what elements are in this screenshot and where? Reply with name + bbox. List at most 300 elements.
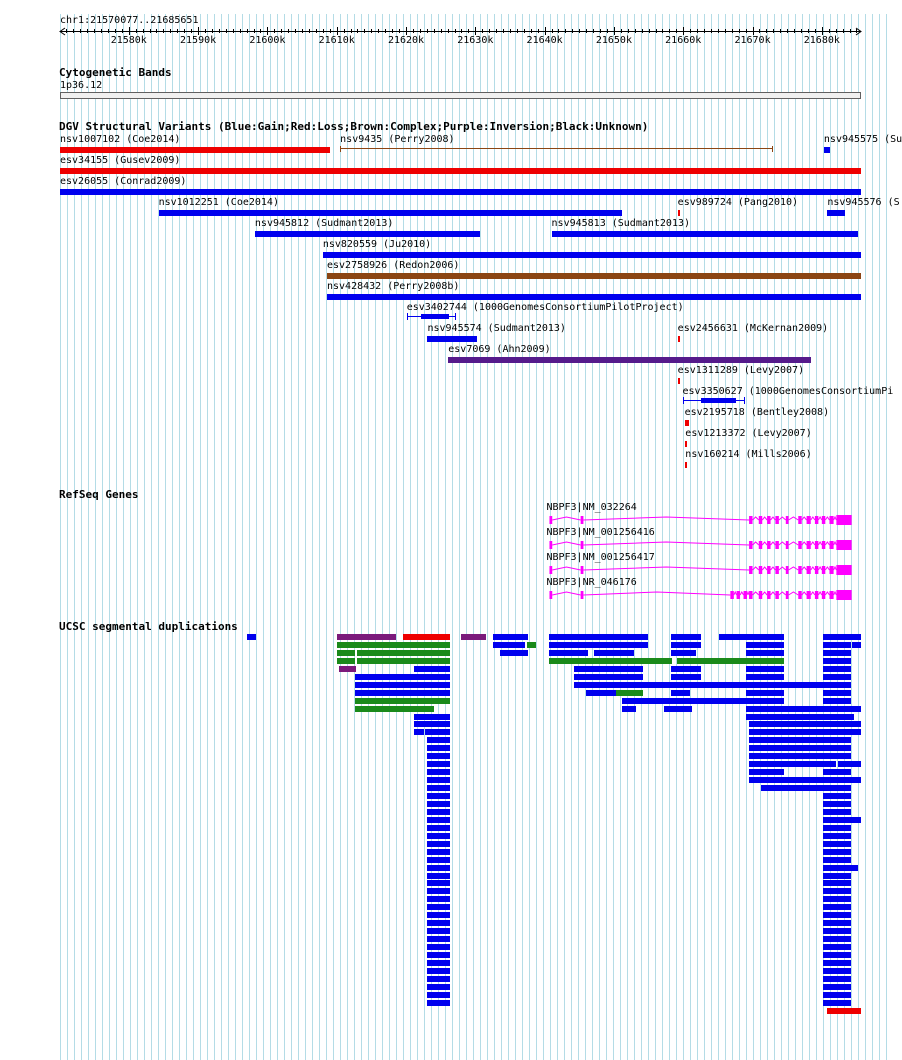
gene-exon xyxy=(836,515,851,525)
segdup-feature[interactable] xyxy=(427,825,449,831)
ruler-tick-label: 21650k xyxy=(595,35,632,46)
dgv-variant-label[interactable]: nsv428432 (Perry2008b) xyxy=(326,281,460,292)
segdup-feature[interactable] xyxy=(427,769,449,775)
segdup-feature[interactable] xyxy=(749,777,861,783)
segdup-feature[interactable] xyxy=(823,912,851,918)
gene-exon xyxy=(822,541,825,549)
segdup-feature[interactable] xyxy=(549,634,647,640)
gene-intron xyxy=(552,567,580,570)
gene-exon xyxy=(767,541,770,549)
segdup-feature[interactable] xyxy=(823,960,851,966)
segdup-feature[interactable] xyxy=(823,1000,851,1006)
segdup-feature[interactable] xyxy=(493,642,526,648)
segdup-feature[interactable] xyxy=(355,706,434,712)
segdup-feature[interactable] xyxy=(749,721,861,727)
dgv-variant-label[interactable]: esv34155 (Gusev2009) xyxy=(60,155,181,166)
dgv-variant-bar[interactable] xyxy=(685,462,687,468)
gene-exon xyxy=(815,516,818,524)
gene-intron xyxy=(753,592,759,595)
segdup-feature[interactable] xyxy=(427,865,449,871)
dgv-variant-label[interactable]: nsv945576 (S xyxy=(827,197,900,208)
segdup-feature[interactable] xyxy=(671,650,697,656)
segdup-feature[interactable] xyxy=(823,817,861,823)
gene-exon xyxy=(549,516,552,524)
gene-exon xyxy=(786,516,789,524)
locus-label: chr1:21570077..21685651 xyxy=(60,15,199,26)
segdup-feature[interactable] xyxy=(414,666,449,672)
segdup-feature[interactable] xyxy=(427,992,449,998)
segdup-feature[interactable] xyxy=(427,960,449,966)
segdup-feature[interactable] xyxy=(852,642,861,648)
segdup-feature[interactable] xyxy=(823,793,851,799)
dgv-variant-bar[interactable] xyxy=(323,252,861,258)
gene-intron xyxy=(753,567,759,570)
segdup-feature[interactable] xyxy=(414,714,449,720)
gene-intron xyxy=(771,567,776,570)
segdup-feature[interactable] xyxy=(427,809,449,815)
segdup-feature[interactable] xyxy=(823,968,851,974)
segdup-feature[interactable] xyxy=(427,833,449,839)
segdup-feature[interactable] xyxy=(427,745,449,751)
segdup-feature[interactable] xyxy=(823,928,851,934)
segdup-feature[interactable] xyxy=(427,880,449,886)
dgv-variant-label[interactable]: nsv1007102 (Coe2014) xyxy=(60,134,181,145)
gene-intron xyxy=(802,542,807,545)
segdup-feature[interactable] xyxy=(746,674,784,680)
segdup-feature[interactable] xyxy=(664,706,692,712)
segdup-feature[interactable] xyxy=(749,729,861,735)
segdup-feature[interactable] xyxy=(337,642,450,648)
dgv-variant-bracket xyxy=(455,313,456,320)
segdup-feature[interactable] xyxy=(823,976,851,982)
segdup-feature[interactable] xyxy=(719,634,783,640)
dgv-variant-bar[interactable] xyxy=(60,147,330,153)
segdup-feature[interactable] xyxy=(746,666,784,672)
gene-intron xyxy=(834,567,837,570)
gene-intron xyxy=(762,567,767,570)
gene-exon xyxy=(836,540,851,550)
segdup-feature[interactable] xyxy=(427,896,449,902)
gene-label[interactable]: NBPF3|NR_046176 xyxy=(546,577,637,588)
segdup-feature[interactable] xyxy=(427,817,449,823)
gene-label[interactable]: NBPF3|NM_032264 xyxy=(546,502,637,513)
segdup-feature[interactable] xyxy=(622,706,637,712)
gene-exon xyxy=(807,541,811,549)
segdup-feature[interactable] xyxy=(247,634,256,640)
segdup-feature[interactable] xyxy=(671,690,690,696)
segdup-feature[interactable] xyxy=(427,753,449,759)
gene-intron xyxy=(825,567,829,570)
segdup-feature[interactable] xyxy=(823,880,851,886)
gene-intron xyxy=(834,592,837,595)
gene-exon xyxy=(775,591,778,599)
gene-exon xyxy=(822,591,825,599)
gene-intron xyxy=(811,592,815,595)
dgv-variant-bar[interactable] xyxy=(60,168,861,174)
dgv-variant-label[interactable]: esv989724 (Pang2010) xyxy=(677,197,799,208)
segdup-feature[interactable] xyxy=(823,698,851,704)
ruler-tick-label: 21630k xyxy=(457,35,494,46)
dgv-variant-bracket xyxy=(683,397,684,404)
segdup-feature[interactable] xyxy=(749,753,851,759)
gene-exon xyxy=(836,565,851,575)
gene-intron xyxy=(583,567,749,570)
segdup-feature[interactable] xyxy=(823,936,851,942)
gene-model[interactable] xyxy=(0,588,890,602)
segdup-feature[interactable] xyxy=(749,761,836,767)
ruler-tick-label: 21580k xyxy=(110,35,147,46)
segdup-feature[interactable] xyxy=(823,849,851,855)
gene-intron xyxy=(825,542,829,545)
segdup-feature[interactable] xyxy=(427,944,449,950)
segdup-feature[interactable] xyxy=(355,698,450,704)
gene-intron xyxy=(789,517,799,520)
gene-model[interactable] xyxy=(0,538,890,552)
segdup-feature[interactable] xyxy=(425,729,449,735)
segdup-feature[interactable] xyxy=(823,904,851,910)
segdup-feature[interactable] xyxy=(823,888,851,894)
segdup-feature[interactable] xyxy=(427,904,449,910)
segdup-feature[interactable] xyxy=(823,801,851,807)
segdup-feature[interactable] xyxy=(671,674,701,680)
segdup-feature[interactable] xyxy=(357,650,449,656)
gene-exon xyxy=(807,566,811,574)
gene-exon xyxy=(737,591,740,599)
gene-intron xyxy=(552,592,580,595)
gene-exon xyxy=(829,566,833,574)
segdup-feature[interactable] xyxy=(427,873,449,879)
gene-exon xyxy=(749,591,752,599)
gene-exon xyxy=(775,516,778,524)
gene-exon xyxy=(549,566,552,574)
segdup-feature[interactable] xyxy=(427,793,449,799)
dgv-variant-label[interactable]: nsv820559 (Ju2010) xyxy=(322,239,432,250)
gene-exon xyxy=(786,566,789,574)
gene-exon xyxy=(749,516,752,524)
ruler-tick-label: 21660k xyxy=(665,35,702,46)
dgv-variant-label[interactable]: esv1213372 (Levy2007) xyxy=(685,428,812,439)
segdup-feature[interactable] xyxy=(823,682,851,688)
segdup-feature[interactable] xyxy=(671,666,701,672)
segdup-feature[interactable] xyxy=(823,650,851,656)
segdup-feature[interactable] xyxy=(427,785,449,791)
segdup-feature[interactable] xyxy=(823,984,851,990)
dgv-variant-label[interactable]: esv2456631 (McKernan2009) xyxy=(677,323,829,334)
segdup-feature[interactable] xyxy=(746,690,784,696)
gene-intron xyxy=(771,592,776,595)
segdup-feature[interactable] xyxy=(823,769,851,775)
gene-exon xyxy=(759,566,762,574)
segdup-feature[interactable] xyxy=(677,658,784,664)
gene-exon xyxy=(549,591,552,599)
dgv-track-title[interactable]: DGV Structural Variants (Blue:Gain;Red:Loss;Brown:Complex;Purple:Inversion;Black:Unknown) xyxy=(59,120,649,133)
dgv-variant-bar[interactable] xyxy=(678,336,680,342)
segdup-feature[interactable] xyxy=(337,650,355,656)
segdup-feature[interactable] xyxy=(403,634,450,640)
gene-exon xyxy=(786,541,789,549)
dgv-variant-label[interactable]: nsv945575 (Su xyxy=(823,134,902,145)
gene-intron xyxy=(811,517,815,520)
segdup-feature[interactable] xyxy=(823,825,851,831)
gene-model[interactable] xyxy=(0,563,890,577)
ruler-tick-label: 21640k xyxy=(526,35,563,46)
segdup-feature[interactable] xyxy=(746,642,784,648)
segdup-feature[interactable] xyxy=(749,769,784,775)
segdup-feature[interactable] xyxy=(427,737,449,743)
ruler-tick-label: 21590k xyxy=(180,35,217,46)
gene-intron xyxy=(762,542,767,545)
gene-intron xyxy=(552,542,580,545)
gene-exon xyxy=(775,566,778,574)
segdup-feature[interactable] xyxy=(823,952,851,958)
segdup-feature[interactable] xyxy=(355,682,450,688)
gene-intron xyxy=(834,517,837,520)
segdup-feature[interactable] xyxy=(823,920,851,926)
gene-model[interactable] xyxy=(0,513,890,527)
segdup-feature[interactable] xyxy=(823,896,851,902)
segdup-feature[interactable] xyxy=(427,777,449,783)
gene-exon xyxy=(749,566,752,574)
gene-label[interactable]: NBPF3|NM_001256416 xyxy=(546,527,655,538)
gene-exon xyxy=(775,541,778,549)
segdup-feature[interactable] xyxy=(493,634,528,640)
ruler-tick-label: 21620k xyxy=(387,35,425,46)
segdup-feature[interactable] xyxy=(427,888,449,894)
dgv-variant-core xyxy=(701,398,735,403)
segdup-feature[interactable] xyxy=(337,658,355,664)
gene-exon xyxy=(815,591,818,599)
gene-exon xyxy=(798,541,801,549)
gene-intron xyxy=(802,592,807,595)
dgv-variant-bar[interactable] xyxy=(685,420,689,426)
segdup-feature[interactable] xyxy=(574,682,823,688)
segdup-feature[interactable] xyxy=(427,968,449,974)
segdup-feature[interactable] xyxy=(823,642,851,648)
dgv-variant-bar[interactable] xyxy=(678,210,680,216)
segdup-feature[interactable] xyxy=(500,650,528,656)
segdup-feature[interactable] xyxy=(594,650,634,656)
gene-intron xyxy=(740,592,743,595)
dgv-variant-label[interactable]: esv3402744 (1000GenomesConsortiumPilotProject) xyxy=(406,302,684,313)
dgv-variant-label[interactable]: esv2195718 (Bentley2008) xyxy=(684,407,830,418)
dgv-variant-label[interactable]: nsv160214 (Mills2006) xyxy=(685,449,812,460)
gene-intron xyxy=(789,592,799,595)
gene-exon xyxy=(829,591,833,599)
segdup-feature[interactable] xyxy=(827,1008,861,1014)
dgv-variant-bar[interactable] xyxy=(327,273,861,279)
segdup-feature[interactable] xyxy=(355,674,450,680)
segdup-feature[interactable] xyxy=(357,658,449,664)
gene-exon xyxy=(581,566,584,574)
segdup-feature[interactable] xyxy=(823,944,851,950)
segdup-feature[interactable] xyxy=(761,785,851,791)
refseq-track-title[interactable]: RefSeq Genes xyxy=(59,488,139,501)
gene-exon xyxy=(807,516,811,524)
dgv-variant-bracket xyxy=(407,313,408,320)
gene-exon xyxy=(744,591,747,599)
gene-exon xyxy=(759,591,762,599)
segdup-feature[interactable] xyxy=(527,642,536,648)
gene-intron xyxy=(811,542,815,545)
segdup-feature[interactable] xyxy=(574,674,643,680)
segdup-feature[interactable] xyxy=(549,642,647,648)
ruler-tick-label: 21670k xyxy=(734,35,771,46)
gene-intron xyxy=(779,542,786,545)
segdup-feature[interactable] xyxy=(671,634,701,640)
gene-intron xyxy=(802,517,807,520)
gene-intron xyxy=(811,567,815,570)
segdup-feature[interactable] xyxy=(461,634,487,640)
segdup-feature[interactable] xyxy=(337,634,396,640)
segdup-feature[interactable] xyxy=(823,865,858,871)
segdup-feature[interactable] xyxy=(427,801,449,807)
dgv-variant-bar[interactable] xyxy=(60,189,861,195)
gene-exon xyxy=(836,590,851,600)
segdup-feature[interactable] xyxy=(823,857,851,863)
dgv-variant-label[interactable]: nsv945812 (Sudmant2013) xyxy=(254,218,394,229)
segdup-track-title[interactable]: UCSC segmental duplications xyxy=(59,620,238,633)
segdup-feature[interactable] xyxy=(549,650,588,656)
gene-exon xyxy=(767,566,770,574)
segdup-feature[interactable] xyxy=(427,984,449,990)
segdup-feature[interactable] xyxy=(427,849,449,855)
segdup-feature[interactable] xyxy=(823,809,851,815)
ruler-tick-label: 21600k xyxy=(249,35,286,46)
gene-exon xyxy=(767,591,770,599)
segdup-feature[interactable] xyxy=(823,841,851,847)
segdup-feature[interactable] xyxy=(427,936,449,942)
dgv-variant-bar[interactable] xyxy=(255,231,480,237)
segdup-feature[interactable] xyxy=(427,857,449,863)
gene-intron xyxy=(818,517,821,520)
gene-exon xyxy=(815,541,818,549)
gene-exon xyxy=(815,566,818,574)
gene-intron xyxy=(802,567,807,570)
segdup-feature[interactable] xyxy=(427,952,449,958)
gene-intron xyxy=(753,542,759,545)
segdup-feature[interactable] xyxy=(749,745,851,751)
dgv-variant-label[interactable]: esv1311289 (Levy2007) xyxy=(677,365,805,376)
gene-exon xyxy=(767,516,770,524)
segdup-feature[interactable] xyxy=(427,761,449,767)
segdup-feature[interactable] xyxy=(427,928,449,934)
gene-intron xyxy=(583,542,749,545)
segdup-feature[interactable] xyxy=(823,666,851,672)
gene-intron xyxy=(818,592,821,595)
gene-intron xyxy=(762,592,767,595)
segdup-feature[interactable] xyxy=(616,690,643,696)
segdup-feature[interactable] xyxy=(823,833,851,839)
gene-intron xyxy=(734,592,737,595)
segdup-feature[interactable] xyxy=(427,976,449,982)
dgv-variant-bar[interactable] xyxy=(678,378,680,384)
dgv-variant-bar[interactable] xyxy=(159,210,623,216)
segdup-feature[interactable] xyxy=(355,690,450,696)
dgv-variant-label[interactable]: nsv945574 (Sudmant2013) xyxy=(427,323,566,334)
segdup-feature[interactable] xyxy=(549,658,672,664)
dgv-variant-bar[interactable] xyxy=(327,294,861,300)
gene-exon xyxy=(798,591,801,599)
segdup-feature[interactable] xyxy=(838,761,861,767)
segdup-feature[interactable] xyxy=(622,698,784,704)
dgv-variant-bar[interactable] xyxy=(340,148,773,149)
gene-intron xyxy=(779,567,786,570)
segdup-feature[interactable] xyxy=(427,841,449,847)
segdup-feature[interactable] xyxy=(414,721,449,727)
segdup-feature[interactable] xyxy=(823,690,851,696)
segdup-feature[interactable] xyxy=(746,714,855,720)
gene-intron xyxy=(583,517,749,520)
gene-exon xyxy=(749,541,752,549)
segdup-feature[interactable] xyxy=(746,650,784,656)
dgv-variant-label[interactable]: esv2758926 (Redon2006) xyxy=(326,260,460,271)
segdup-feature[interactable] xyxy=(339,666,356,672)
segdup-feature[interactable] xyxy=(574,666,643,672)
gene-exon xyxy=(581,591,584,599)
dgv-variant-bar[interactable] xyxy=(824,147,830,153)
dgv-variant-label[interactable]: esv3350627 (1000GenomesConsortiumPi xyxy=(682,386,894,397)
dgv-variant-bracket xyxy=(340,146,341,152)
gene-intron xyxy=(762,517,767,520)
dgv-variant-label[interactable]: nsv1012251 (Coe2014) xyxy=(158,197,279,208)
segdup-feature[interactable] xyxy=(823,992,851,998)
gene-intron xyxy=(753,517,759,520)
segdup-feature[interactable] xyxy=(823,658,851,664)
segdup-feature[interactable] xyxy=(586,690,616,696)
gene-intron xyxy=(825,517,829,520)
gene-exon xyxy=(798,566,801,574)
cytoband-track-title[interactable]: Cytogenetic Bands xyxy=(59,66,172,79)
gene-label[interactable]: NBPF3|NM_001256417 xyxy=(546,552,655,563)
gene-exon xyxy=(829,516,833,524)
gene-intron xyxy=(789,567,799,570)
dgv-variant-label[interactable]: nsv945813 (Sudmant2013) xyxy=(551,218,691,229)
dgv-variant-label[interactable]: esv7069 (Ahn2009) xyxy=(448,344,551,355)
segdup-feature[interactable] xyxy=(746,706,861,712)
dgv-variant-bar[interactable] xyxy=(827,210,844,216)
segdup-feature[interactable] xyxy=(823,873,851,879)
segdup-feature[interactable] xyxy=(427,1000,449,1006)
ruler-tick-label: 21680k xyxy=(803,35,840,46)
gene-intron xyxy=(834,542,837,545)
segdup-feature[interactable] xyxy=(427,920,449,926)
segdup-feature[interactable] xyxy=(823,634,861,640)
ruler-tick-label: 21610k xyxy=(318,35,355,46)
gene-intron xyxy=(747,592,749,595)
segdup-feature[interactable] xyxy=(671,642,701,648)
gene-exon xyxy=(807,591,811,599)
dgv-variant-bar[interactable] xyxy=(427,336,477,342)
gene-exon xyxy=(759,541,762,549)
dgv-variant-label[interactable]: nsv9435 (Perry2008) xyxy=(340,134,455,145)
segdup-feature[interactable] xyxy=(749,737,851,743)
gene-intron xyxy=(771,542,776,545)
dgv-variant-bar[interactable] xyxy=(448,357,811,363)
dgv-variant-bar[interactable] xyxy=(685,441,687,447)
cytoband-bar[interactable] xyxy=(60,92,861,99)
dgv-variant-bracket xyxy=(772,146,773,152)
segdup-feature[interactable] xyxy=(427,912,449,918)
gene-intron xyxy=(818,542,821,545)
gene-exon xyxy=(759,516,762,524)
segdup-feature[interactable] xyxy=(823,674,851,680)
gene-exon xyxy=(786,591,789,599)
dgv-variant-label[interactable]: esv26055 (Conrad2009) xyxy=(60,176,187,187)
gene-intron xyxy=(779,517,786,520)
dgv-variant-bar[interactable] xyxy=(552,231,858,237)
dgv-variant-core xyxy=(421,314,448,319)
segdup-feature[interactable] xyxy=(414,729,424,735)
